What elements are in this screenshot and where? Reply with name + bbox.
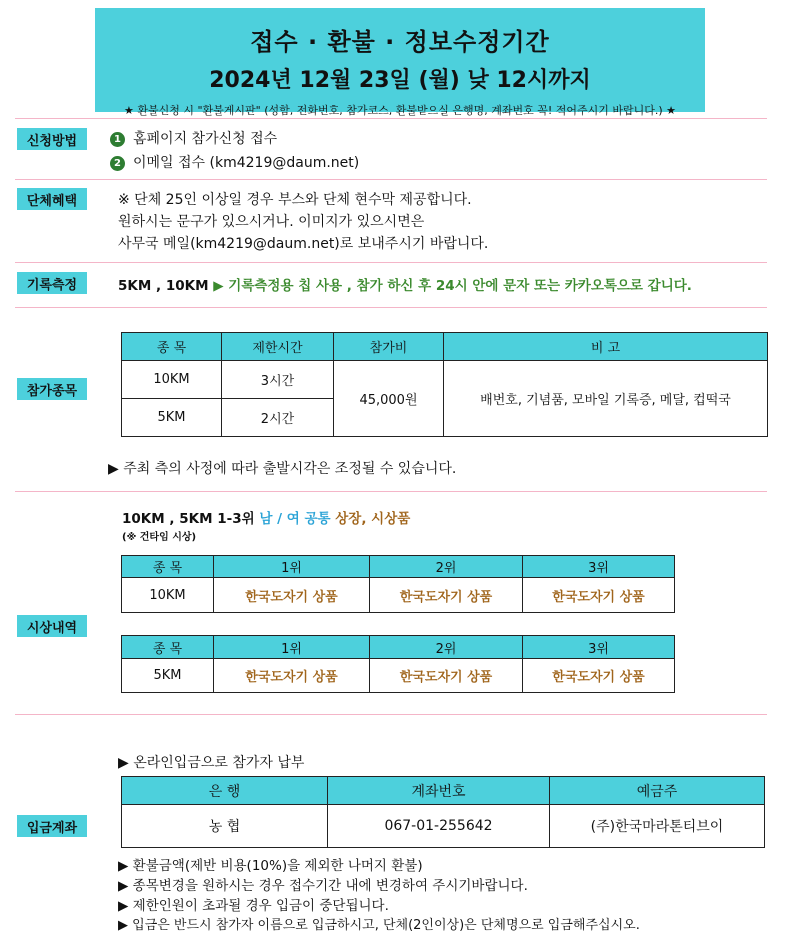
table-row [122,659,675,693]
events-note: ▶ 주최 측의 사정에 따라 출발시각은 조정될 수 있습니다. [108,461,457,477]
group-line: ※ 단체 25인 이상일 경우 부스와 단체 현수막 제공합니다. [118,192,472,208]
event-name: 5KM [122,399,222,437]
awards-header: 2위 [370,556,523,578]
awards-prize: 한국도자기 상품 [214,578,370,613]
payment-header: 계좌번호 [328,777,550,805]
number-one-icon: 1 [110,132,125,147]
awards-subnote: (※ 건타임 시상) [122,532,197,543]
section-label-awards: 시상내역 [17,615,87,637]
payment-note: ▶ 종목변경을 원하시는 경우 접수기간 내에 변경하여 주시기바랍니다. [118,878,528,894]
apply-item: 2 이메일 접수 (km4219@daum.net) [110,152,359,172]
events-header: 종 목 [122,333,222,361]
events-header: 비 고 [444,333,768,361]
account-number: 067-01-255642 [328,805,550,848]
events-table [121,332,768,437]
table-row [122,805,765,848]
section-label-events: 참가종목 [17,378,87,400]
group-line: 사무국 메일(km4219@daum.net)로 보내주시기 바랍니다. [118,236,489,252]
divider [15,714,767,715]
awards-course: 5KM [122,659,214,693]
events-header: 제한시간 [222,333,334,361]
account-holder: (주)한국마라톤티브이 [550,805,765,848]
event-remark: 배번호, 기념품, 모바일 기록증, 메달, 컵떡국 [444,361,768,437]
section-label-payment: 입금계좌 [17,815,87,837]
awards-header: 3위 [523,636,675,659]
awards-header: 3위 [523,556,675,578]
banner-deadline: 2024년 12월 23일 (월) 낮 12시까지 [209,68,591,93]
payment-header: 은 행 [122,777,328,805]
record-courses: 5KM , 10KM [118,278,209,294]
payment-header: 예금주 [550,777,765,805]
event-time-limit: 2시간 [222,399,334,437]
divider [15,179,767,180]
awards-course: 10KM [122,578,214,613]
header-banner [95,8,705,117]
table-row [122,361,768,399]
record-text: 기록측정용 칩 사용 , 참가 하신 후 24시 안에 문자 또는 카카오톡으로 갑니다. [228,278,692,294]
bank-name: 농 협 [122,805,328,848]
awards-prize: 한국도자기 상품 [370,659,523,693]
divider [15,262,767,263]
events-header: 참가비 [334,333,444,361]
section-label-apply: 신청방법 [17,128,87,150]
divider [15,491,767,492]
payment-note: ▶ 환불금액(제반 비용(10%)을 제외한 나머지 환불) [118,858,423,874]
awards-header: 종 목 [122,556,214,578]
awards-prize: 한국도자기 상품 [214,659,370,693]
awards-header: 2위 [370,636,523,659]
banner-note: ★ 환불신청 시 "환불게시판" (성함, 전화번호, 참가코스, 환불받으실 은행명, 계좌번호 꼭! 적어주시기 바랍니다.) ★ [123,104,677,117]
awards-header: 1위 [214,556,370,578]
record-info [118,274,692,294]
divider [15,307,767,308]
awards-prize: 한국도자기 상품 [370,578,523,613]
payment-note: ▶ 제한인원이 초과될 경우 입금이 중단됩니다. [118,898,389,914]
arrow-right-icon: ▶ [213,278,224,294]
payment-note: ▶ 입금은 반드시 참가자 이름으로 입금하시고, 단체(2인이상)은 단체명으로 입금해주십시오. [118,918,640,933]
awards-prize: 한국도자기 상품 [523,659,675,693]
awards-prize: 한국도자기 상품 [523,578,675,613]
divider [15,118,767,119]
awards-headline: 10KM , 5KM 1-3위 남 / 여 공통 상장, 시상품 [122,511,411,527]
event-time-limit: 3시간 [222,361,334,399]
section-label-group: 단체혜택 [17,188,87,210]
payment-intro: ▶ 온라인입금으로 참가자 납부 [118,755,305,771]
apply-item: 1 홈페이지 참가신청 접수 [110,128,277,148]
table-row [122,578,675,613]
section-label-record: 기록측정 [17,272,87,294]
awards-header: 1위 [214,636,370,659]
banner-title: 접수 · 환불 · 정보수정기간 [250,28,550,56]
event-fee: 45,000원 [334,361,444,437]
event-name: 10KM [122,361,222,399]
awards-table-5km [121,635,675,693]
awards-header: 종 목 [122,636,214,659]
group-line: 원하시는 문구가 있으시거나. 이미지가 있으시면은 [118,214,425,230]
number-two-icon: 2 [110,156,125,171]
awards-table-10km [121,555,675,613]
payment-table [121,776,765,848]
